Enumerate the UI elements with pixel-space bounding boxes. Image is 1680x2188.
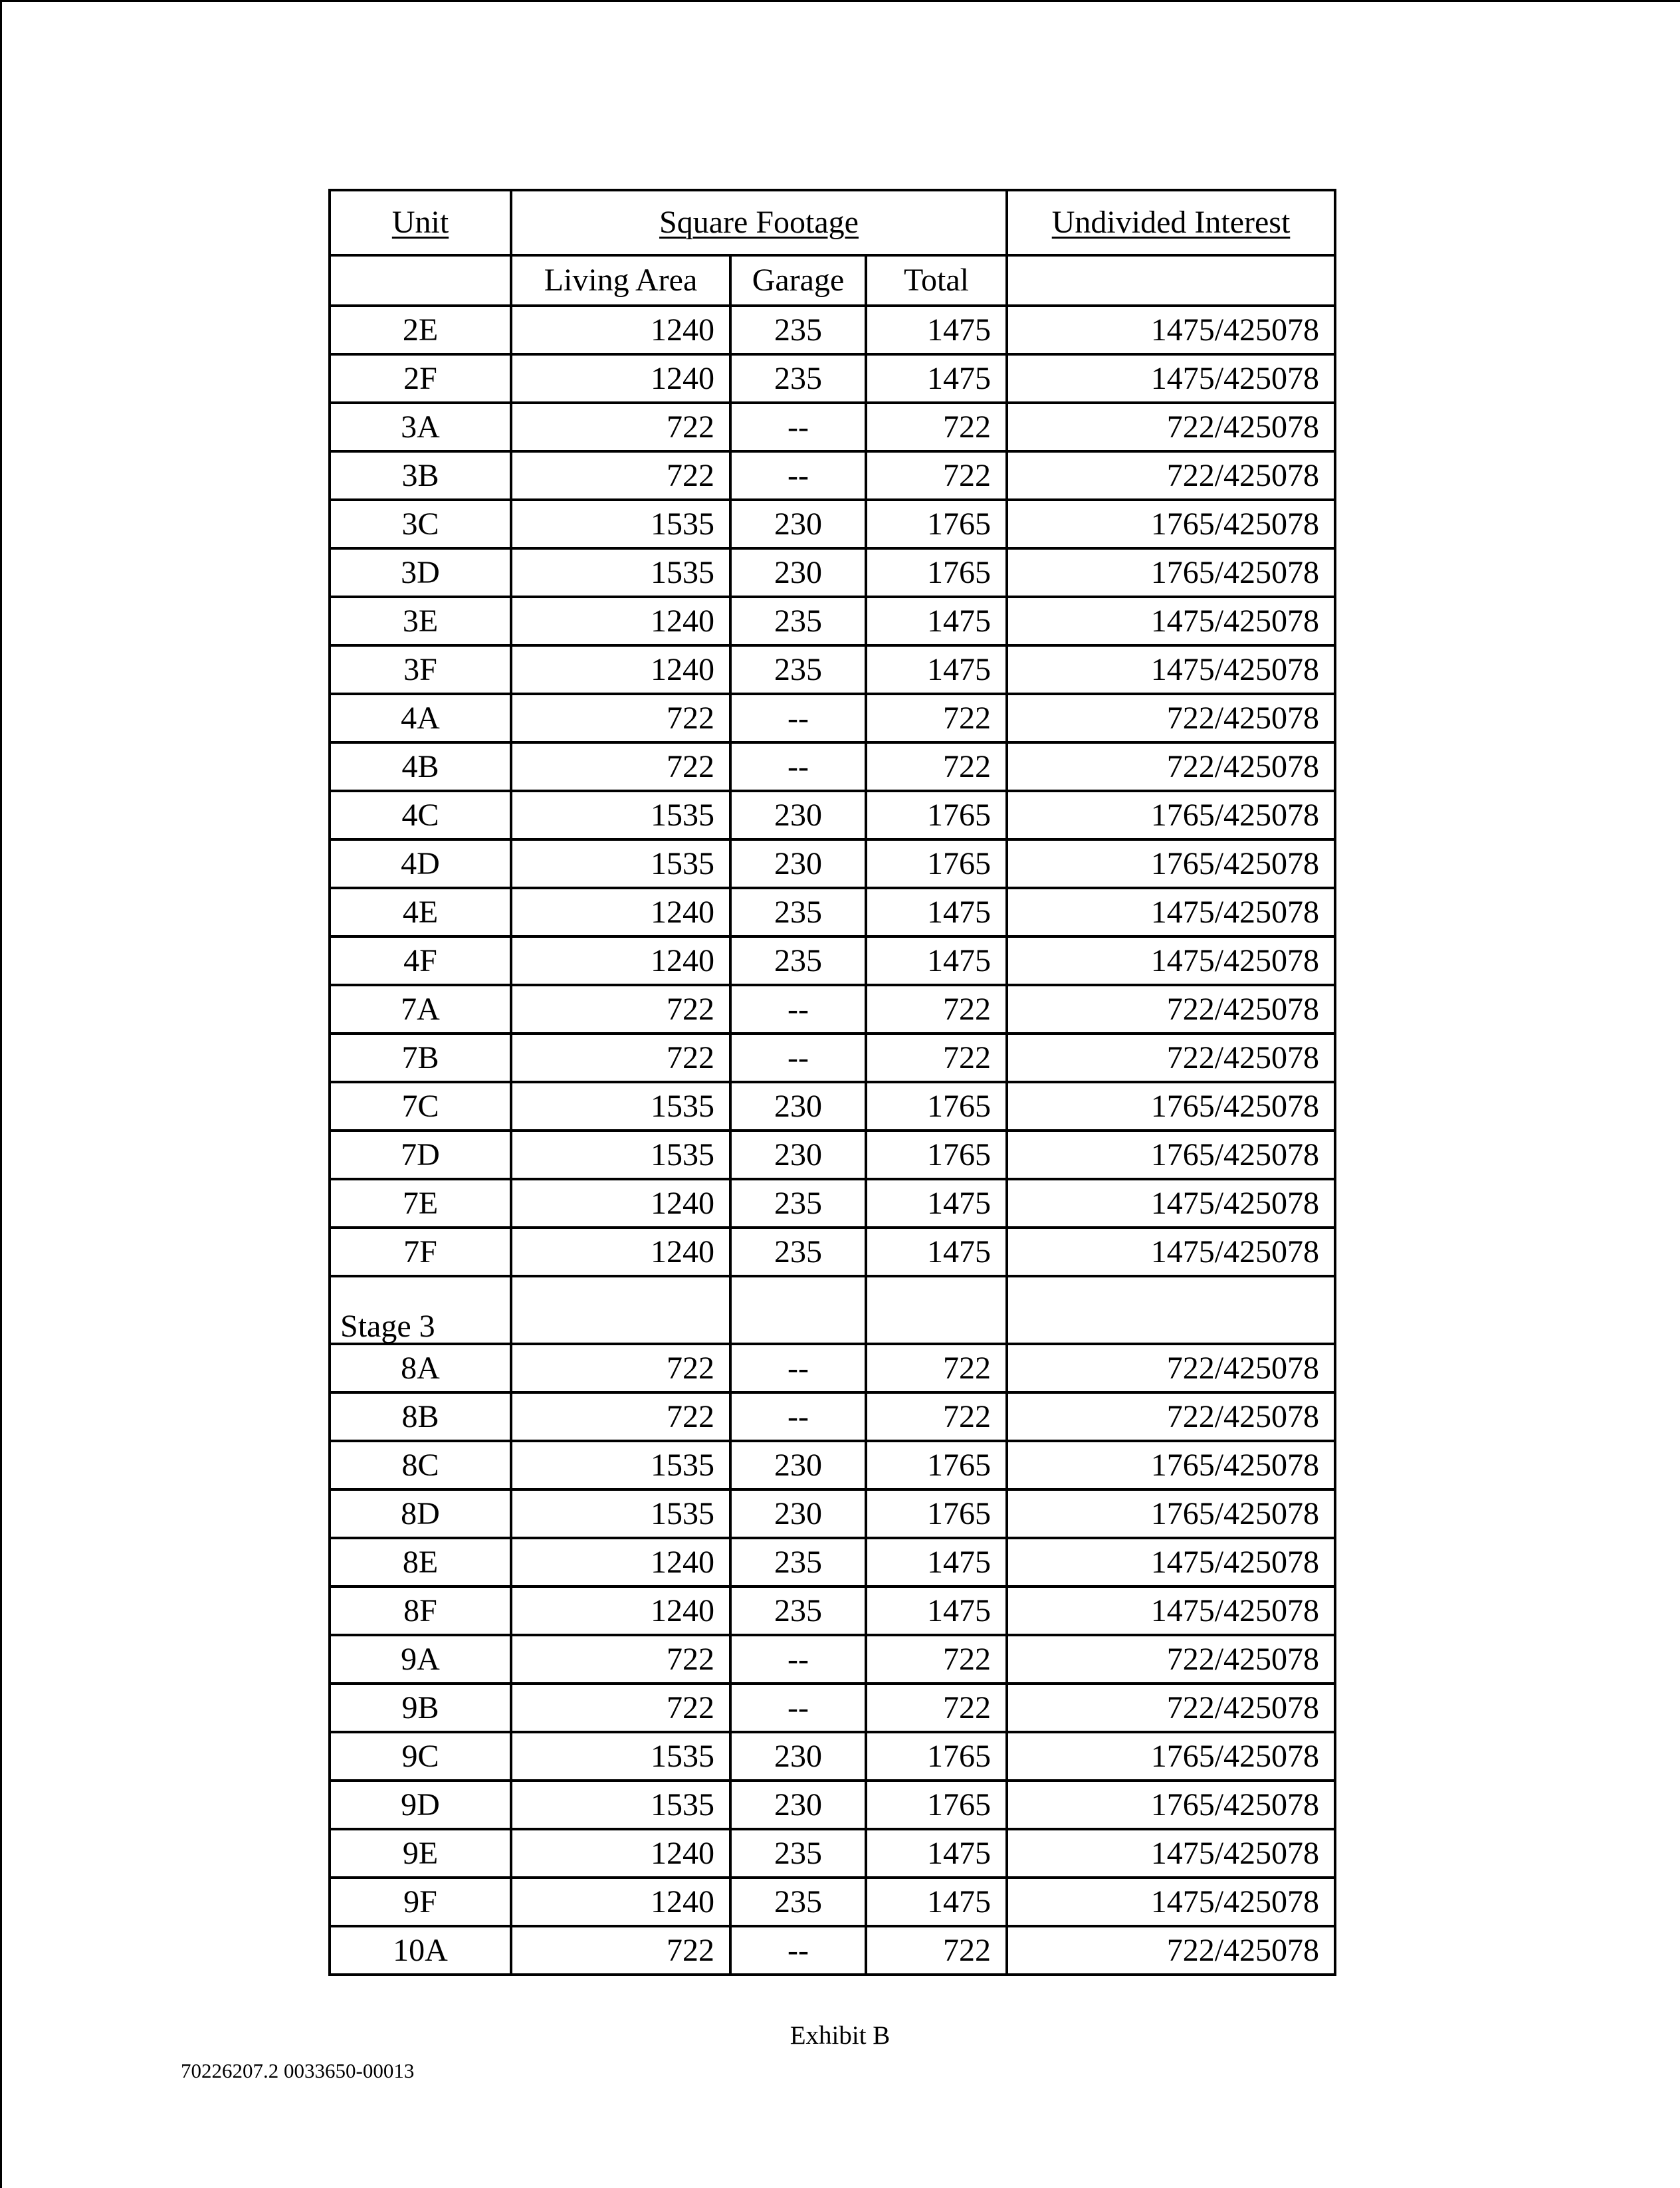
interest-cell: 722/425078: [1007, 451, 1335, 500]
unit-cell: 7F: [330, 1228, 511, 1276]
table-row: [330, 1179, 1335, 1228]
total-cell: 1765: [866, 1732, 1007, 1781]
garage-cell: 235: [730, 936, 866, 985]
unit-header: Unit: [391, 205, 449, 240]
total-cell: 1765: [866, 1082, 1007, 1131]
interest-cell: 722/425078: [1007, 742, 1335, 791]
living-area-cell: 1535: [511, 1489, 730, 1538]
unit-cell: 8C: [330, 1441, 511, 1489]
living-area-cell: 1535: [511, 791, 730, 839]
living-area-cell: 722: [511, 985, 730, 1034]
total-cell: 1475: [866, 888, 1007, 936]
interest-cell: 722/425078: [1007, 1926, 1335, 1975]
total-cell: 1475: [866, 1586, 1007, 1635]
unit-cell: 7D: [330, 1131, 511, 1179]
interest-cell: 1765/425078: [1007, 1082, 1335, 1131]
stage-row: [330, 1276, 1335, 1344]
living-area-cell: 1535: [511, 1082, 730, 1131]
living-area-header: Living Area: [511, 255, 730, 306]
living-area-cell: 1240: [511, 1179, 730, 1228]
unit-cell: 4C: [330, 791, 511, 839]
table-row: [330, 1829, 1335, 1878]
living-area-cell: 722: [511, 451, 730, 500]
unit-cell: 7E: [330, 1179, 511, 1228]
table-row: [330, 1586, 1335, 1635]
scan-left-edge: [0, 0, 2, 2188]
unit-cell: 8D: [330, 1489, 511, 1538]
garage-cell: 235: [730, 1829, 866, 1878]
exhibit-label: Exhibit B: [789, 2021, 891, 2050]
interest-cell: 1765/425078: [1007, 791, 1335, 839]
interest-cell: 1765/425078: [1007, 1131, 1335, 1179]
living-area-cell: 1240: [511, 1586, 730, 1635]
interest-cell: 1765/425078: [1007, 839, 1335, 888]
table-row: [330, 1684, 1335, 1732]
garage-cell: --: [730, 1344, 866, 1392]
unit-cell: 8F: [330, 1586, 511, 1635]
table-row: [330, 1082, 1335, 1131]
garage-cell: 230: [730, 1732, 866, 1781]
living-area-cell: 722: [511, 742, 730, 791]
stage-empty-cell: [511, 1276, 730, 1344]
unit-cell: 3D: [330, 548, 511, 597]
table-row: [330, 1344, 1335, 1392]
interest-cell: 1475/425078: [1007, 888, 1335, 936]
living-area-cell: 722: [511, 1635, 730, 1684]
unit-interest-table: [328, 189, 1336, 1976]
interest-cell: 1765/425078: [1007, 548, 1335, 597]
living-area-cell: 722: [511, 403, 730, 451]
header-row-secondary: [330, 255, 1335, 306]
total-cell: 722: [866, 1034, 1007, 1082]
table-row: [330, 1228, 1335, 1276]
interest-cell: 1475/425078: [1007, 936, 1335, 985]
total-cell: 1475: [866, 306, 1007, 354]
header-row-primary: [330, 190, 1335, 255]
stage-3-divider: [330, 1276, 1335, 1344]
unit-subheader-empty: [330, 255, 511, 306]
total-cell: 1765: [866, 548, 1007, 597]
total-cell: 1475: [866, 354, 1007, 403]
living-area-cell: 1240: [511, 936, 730, 985]
garage-cell: 235: [730, 645, 866, 694]
unit-cell: 7B: [330, 1034, 511, 1082]
interest-cell: 1765/425078: [1007, 1489, 1335, 1538]
garage-cell: --: [730, 694, 866, 742]
table-row: [330, 403, 1335, 451]
garage-cell: --: [730, 1635, 866, 1684]
interest-cell: 1475/425078: [1007, 645, 1335, 694]
total-cell: 722: [866, 1635, 1007, 1684]
table-row: [330, 597, 1335, 645]
table-row: [330, 500, 1335, 548]
living-area-cell: 722: [511, 694, 730, 742]
table-row: [330, 985, 1335, 1034]
total-cell: 1765: [866, 500, 1007, 548]
living-area-cell: 722: [511, 1034, 730, 1082]
table-row: [330, 1878, 1335, 1926]
scan-top-edge: [0, 0, 1680, 2]
living-area-cell: 1240: [511, 1878, 730, 1926]
garage-cell: 230: [730, 839, 866, 888]
total-cell: 1765: [866, 791, 1007, 839]
table-row: [330, 1926, 1335, 1975]
garage-cell: 235: [730, 888, 866, 936]
garage-cell: --: [730, 1392, 866, 1441]
garage-cell: 230: [730, 1441, 866, 1489]
total-cell: 1475: [866, 597, 1007, 645]
interest-cell: 1475/425078: [1007, 354, 1335, 403]
unit-cell: 8E: [330, 1538, 511, 1586]
stage-rows-group-1: [330, 306, 1335, 1276]
interest-cell: 1475/425078: [1007, 597, 1335, 645]
unit-cell: 10A: [330, 1926, 511, 1975]
total-cell: 1765: [866, 839, 1007, 888]
unit-cell: 4B: [330, 742, 511, 791]
garage-cell: 230: [730, 791, 866, 839]
garage-cell: 230: [730, 548, 866, 597]
total-cell: 1475: [866, 1538, 1007, 1586]
total-cell: 1475: [866, 1829, 1007, 1878]
table-row: [330, 839, 1335, 888]
total-cell: 1765: [866, 1131, 1007, 1179]
unit-cell: 9A: [330, 1635, 511, 1684]
total-cell: 722: [866, 1344, 1007, 1392]
total-cell: 722: [866, 742, 1007, 791]
living-area-cell: 722: [511, 1684, 730, 1732]
living-area-cell: 1240: [511, 1228, 730, 1276]
table-row: [330, 694, 1335, 742]
total-cell: 722: [866, 985, 1007, 1034]
interest-cell: 722/425078: [1007, 1684, 1335, 1732]
total-cell: 1765: [866, 1781, 1007, 1829]
table-row: [330, 1131, 1335, 1179]
unit-cell: 9C: [330, 1732, 511, 1781]
garage-cell: --: [730, 742, 866, 791]
garage-cell: 230: [730, 500, 866, 548]
garage-cell: 235: [730, 597, 866, 645]
table-row: [330, 1489, 1335, 1538]
unit-cell: 3A: [330, 403, 511, 451]
interest-cell: 1765/425078: [1007, 1441, 1335, 1489]
interest-cell: 1765/425078: [1007, 1732, 1335, 1781]
interest-cell: 722/425078: [1007, 1392, 1335, 1441]
table-row: [330, 1781, 1335, 1829]
table-row: [330, 1392, 1335, 1441]
table-row: [330, 306, 1335, 354]
interest-cell: 722/425078: [1007, 403, 1335, 451]
document-number: 70226207.2 0033650-00013: [181, 2059, 415, 2082]
unit-cell: 2F: [330, 354, 511, 403]
garage-cell: 235: [730, 1179, 866, 1228]
total-cell: 1765: [866, 1441, 1007, 1489]
garage-cell: 230: [730, 1131, 866, 1179]
table-row: [330, 936, 1335, 985]
table-row: [330, 1538, 1335, 1586]
interest-subheader-empty: [1007, 255, 1335, 306]
table-row: [330, 1441, 1335, 1489]
garage-cell: 235: [730, 1878, 866, 1926]
garage-cell: 235: [730, 1228, 866, 1276]
living-area-cell: 1240: [511, 645, 730, 694]
total-cell: 722: [866, 451, 1007, 500]
garage-cell: 235: [730, 354, 866, 403]
table-row: [330, 548, 1335, 597]
unit-cell: 3C: [330, 500, 511, 548]
living-area-cell: 1240: [511, 1538, 730, 1586]
garage-cell: 235: [730, 306, 866, 354]
interest-cell: 1475/425078: [1007, 1586, 1335, 1635]
interest-cell: 722/425078: [1007, 1635, 1335, 1684]
unit-cell: 4F: [330, 936, 511, 985]
table-row: [330, 645, 1335, 694]
unit-cell: 7C: [330, 1082, 511, 1131]
unit-cell: 9E: [330, 1829, 511, 1878]
living-area-cell: 1240: [511, 1829, 730, 1878]
interest-cell: 1765/425078: [1007, 1781, 1335, 1829]
unit-cell: 9D: [330, 1781, 511, 1829]
unit-cell: 3B: [330, 451, 511, 500]
unit-header-cell: [330, 190, 511, 255]
total-cell: 1475: [866, 645, 1007, 694]
unit-cell: 8A: [330, 1344, 511, 1392]
interest-cell: 1765/425078: [1007, 500, 1335, 548]
unit-cell: 3E: [330, 597, 511, 645]
living-area-cell: 1240: [511, 306, 730, 354]
total-cell: 722: [866, 1684, 1007, 1732]
interest-cell: 1475/425078: [1007, 1829, 1335, 1878]
unit-cell: 8B: [330, 1392, 511, 1441]
living-area-cell: 1535: [511, 1131, 730, 1179]
unit-cell: 9F: [330, 1878, 511, 1926]
living-area-cell: 1535: [511, 500, 730, 548]
garage-cell: 230: [730, 1489, 866, 1538]
table-row: [330, 354, 1335, 403]
undivided-interest-header-cell: [1007, 190, 1335, 255]
garage-cell: 230: [730, 1082, 866, 1131]
interest-cell: 722/425078: [1007, 985, 1335, 1034]
interest-cell: 1475/425078: [1007, 1878, 1335, 1926]
total-header: Total: [866, 255, 1007, 306]
living-area-cell: 722: [511, 1926, 730, 1975]
garage-header: Garage: [730, 255, 866, 306]
table-row: [330, 451, 1335, 500]
garage-cell: --: [730, 403, 866, 451]
living-area-cell: 1535: [511, 1781, 730, 1829]
total-cell: 1475: [866, 936, 1007, 985]
stage-empty-cell: [866, 1276, 1007, 1344]
stage-empty-cell: [1007, 1276, 1335, 1344]
garage-cell: --: [730, 1034, 866, 1082]
living-area-cell: 1535: [511, 839, 730, 888]
garage-cell: 230: [730, 1781, 866, 1829]
total-cell: 1475: [866, 1179, 1007, 1228]
unit-cell: 7A: [330, 985, 511, 1034]
table-row: [330, 791, 1335, 839]
stage-rows-group-2: [330, 1344, 1335, 1975]
total-cell: 1475: [866, 1878, 1007, 1926]
garage-cell: 235: [730, 1586, 866, 1635]
total-cell: 722: [866, 403, 1007, 451]
table-row: [330, 1732, 1335, 1781]
unit-cell: 4D: [330, 839, 511, 888]
undivided-interest-header: Undivided Interest: [1051, 205, 1291, 240]
unit-cell: 3F: [330, 645, 511, 694]
stage-label: Stage 3: [330, 1276, 511, 1344]
unit-cell: 4E: [330, 888, 511, 936]
unit-cell: 4A: [330, 694, 511, 742]
living-area-cell: 1240: [511, 354, 730, 403]
living-area-cell: 1535: [511, 548, 730, 597]
interest-cell: 722/425078: [1007, 694, 1335, 742]
living-area-cell: 1535: [511, 1441, 730, 1489]
interest-cell: 1475/425078: [1007, 1228, 1335, 1276]
unit-cell: 9B: [330, 1684, 511, 1732]
square-footage-header-cell: [511, 190, 1007, 255]
interest-cell: 1475/425078: [1007, 306, 1335, 354]
total-cell: 722: [866, 694, 1007, 742]
total-cell: 722: [866, 1926, 1007, 1975]
table-row: [330, 742, 1335, 791]
living-area-cell: 1535: [511, 1732, 730, 1781]
garage-cell: --: [730, 451, 866, 500]
garage-cell: --: [730, 985, 866, 1034]
interest-cell: 1475/425078: [1007, 1538, 1335, 1586]
table-row: [330, 1034, 1335, 1082]
garage-cell: --: [730, 1684, 866, 1732]
living-area-cell: 1240: [511, 888, 730, 936]
table-row: [330, 1635, 1335, 1684]
total-cell: 1765: [866, 1489, 1007, 1538]
living-area-cell: 722: [511, 1392, 730, 1441]
table-row: [330, 888, 1335, 936]
interest-cell: 722/425078: [1007, 1034, 1335, 1082]
living-area-cell: 722: [511, 1344, 730, 1392]
garage-cell: --: [730, 1926, 866, 1975]
total-cell: 722: [866, 1392, 1007, 1441]
garage-cell: 235: [730, 1538, 866, 1586]
unit-cell: 2E: [330, 306, 511, 354]
living-area-cell: 1240: [511, 597, 730, 645]
stage-empty-cell: [730, 1276, 866, 1344]
interest-cell: 722/425078: [1007, 1344, 1335, 1392]
square-footage-header: Square Footage: [659, 205, 859, 240]
total-cell: 1475: [866, 1228, 1007, 1276]
interest-cell: 1475/425078: [1007, 1179, 1335, 1228]
